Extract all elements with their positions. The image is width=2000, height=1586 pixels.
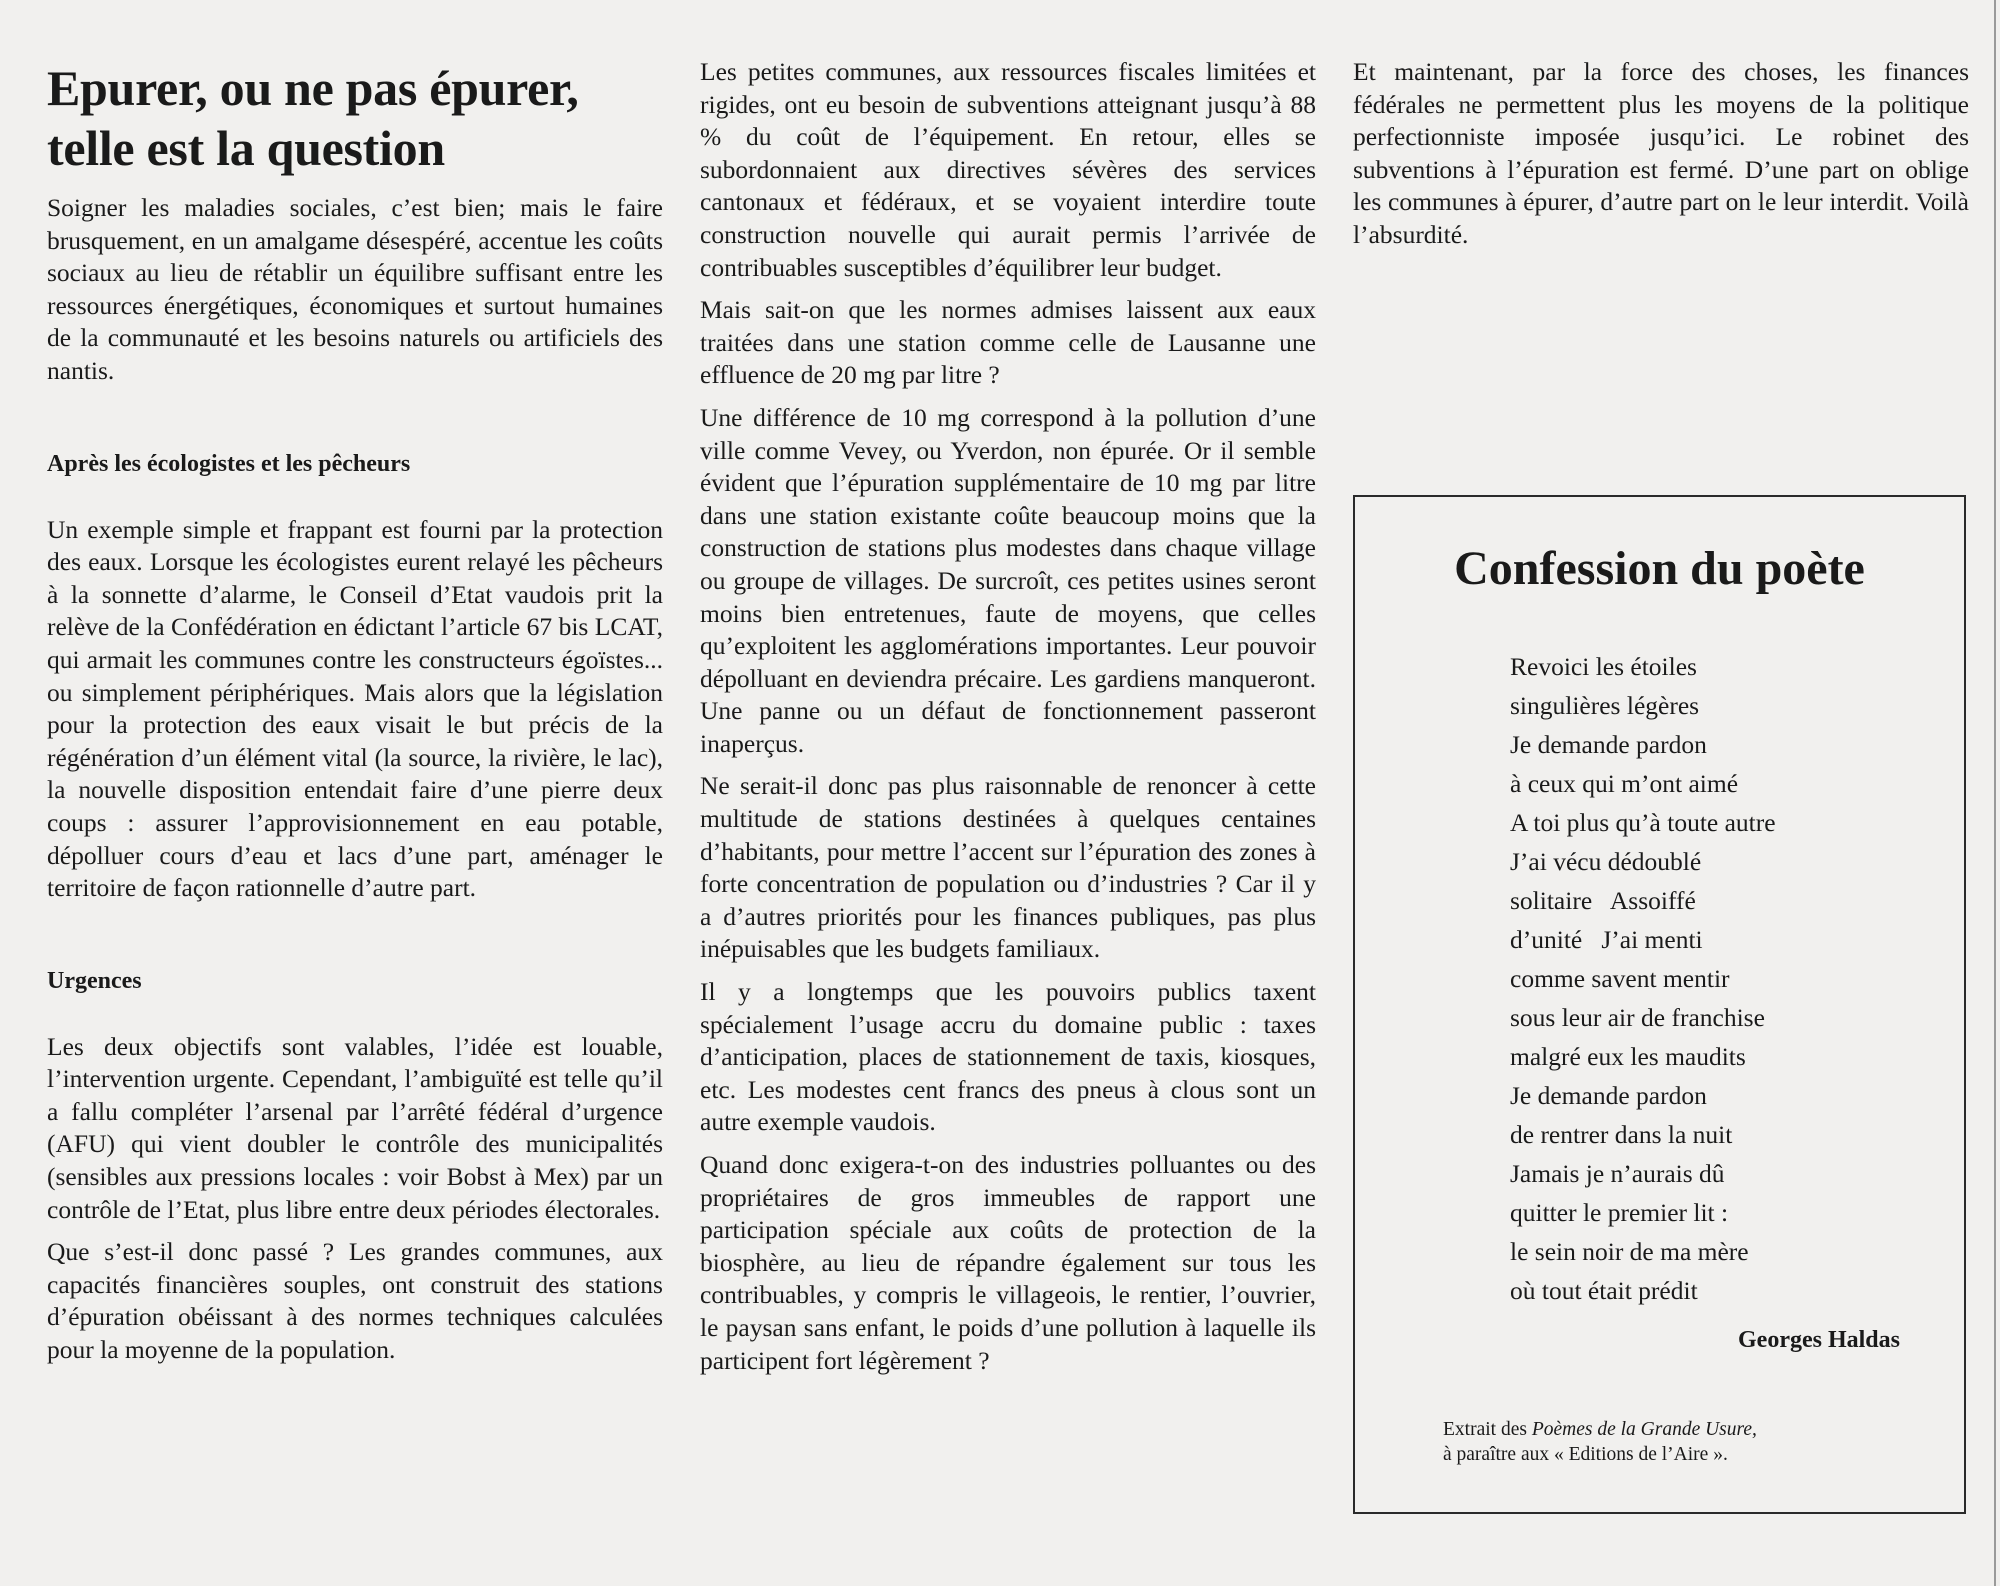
paragraph-difference: Une différence de 10 mg correspond à la pollution d’une ville comme Vevey, ou Yverdon, non épurée. Or il semble évident que l’épuration supplémentaire de 10 mg par litre dans une station existante coûte beaucoup moins que la construction de stations plus modestes dans chaque village ou groupe de villages. De surcroît, ces petites usines seront moins bien entretenues, faute de moyens, que celles qu’exploitent les agglomérations importantes. Leur pouvoir dépolluant en deviendra précaire. Les gardiens manqueront. Une panne ou un défaut de fonctionnement passeront inaperçus. bbox=[700, 402, 1316, 758]
paragraph-pouvoirs-publics: Il y a longtemps que les pouvoirs publics taxent spécialement l’usage accru du domaine public : taxes d’anticipation, places de stationnement de taxis, kiosques, etc. Les modestes cent francs des pneus à clous sont un autre exemple vaudois. bbox=[700, 977, 1316, 1137]
poem-author: Georges Haldas bbox=[1738, 1327, 1900, 1353]
paragraph-maintenant: Et maintenant, par la force des choses, les finances fédérales ne permettent plus les moyens de la politique perfectionniste imposée jusqu’ici. Le robinet des subventions à l’épuration est fermé. D’une part on oblige les communes à épurer, d’autre part on le leur interdit. Voilà l’absurdité. bbox=[1353, 57, 1969, 249]
article-title-line-2: telle est la question bbox=[47, 120, 445, 176]
poem-line: de rentrer dans la nuit bbox=[1510, 1120, 1733, 1149]
poem-line: quitter le premier lit : bbox=[1510, 1198, 1729, 1227]
poem-line: solitaire Assoiffé bbox=[1510, 886, 1696, 915]
credit-book-title: Poèmes de la Grande Usure, bbox=[1531, 1419, 1757, 1440]
poem-line: Revoici les étoiles bbox=[1510, 652, 1697, 681]
poem-line: le sein noir de ma mère bbox=[1510, 1237, 1749, 1266]
poem-line: A toi plus qu’à toute autre bbox=[1510, 808, 1776, 837]
poem-line: sous leur air de franchise bbox=[1510, 1003, 1765, 1032]
section-heading-ecologistes: Après les écologistes et les pêcheurs bbox=[47, 450, 411, 477]
paragraph-industries: Quand donc exigera-t-on des industries polluantes ou des propriétaires de gros immeubles de rapport une participation spéciale aux coûts de protection de la biosphère, au lieu de répandre également sur tous les contribuables, y compris le villageois, le rentier, l’ouvrier, le paysan sans enfant, le poids d’une pollution à laquelle ils participent fort légèrement ? bbox=[700, 1150, 1316, 1375]
column-3 bbox=[1353, 56, 1969, 262]
paragraph-normes: Mais sait-on que les normes admises laissent aux eaux traitées dans une station comme celle de Lausanne une effluence de 20 mg par litre ? bbox=[700, 295, 1316, 390]
column-1 bbox=[47, 56, 663, 1377]
poem-line: où tout était prédit bbox=[1510, 1276, 1698, 1305]
paragraph-grandes-communes: Que s’est-il donc passé ? Les grandes communes, aux capacités financières souples, ont construit des stations d’épuration obéissant à des normes techniques calculées pour la moyenne de la population. bbox=[47, 1237, 663, 1365]
poem-line: J’ai vécu dédoublé bbox=[1510, 847, 1702, 876]
article-title-line-1: Epurer, ou ne pas épurer, bbox=[47, 60, 579, 116]
poem-box bbox=[1353, 495, 1966, 1514]
section-heading-urgences: Urgences bbox=[47, 967, 142, 994]
credit-prefix: Extrait des bbox=[1443, 1419, 1532, 1440]
paragraph-protection-eaux: Un exemple simple et frappant est fourni par la protection des eaux. Lorsque les écologistes eurent relayé les pêcheurs à la sonnette d’alarme, le Conseil d’Etat vaudois prit la relève de la Confédération en édictant l’article 67 bis LCAT, qui armait les communes contre les constructeurs égoïstes... ou simplement périphériques. Mais alors que la législation pour la protection des eaux visait le but précis de la régénération d’un élément vital (la source, la rivière, le lac), la nouvelle disposition entendait faire d’une pierre deux coups : assurer l’approvisionnement en eau potable, dépolluer cours d’eau et lacs d’une part, aménager le territoire de façon rationnelle d’autre part. bbox=[47, 514, 663, 903]
poem-lines bbox=[1510, 647, 1776, 1310]
poem-credit bbox=[1443, 1417, 1757, 1467]
credit-publisher: à paraître aux « Editions de l’Aire ». bbox=[1443, 1444, 1728, 1465]
article-title bbox=[47, 58, 663, 178]
poem-line: Je demande pardon bbox=[1510, 1081, 1707, 1110]
poem-line: d’unité J’ai menti bbox=[1510, 925, 1703, 954]
article-intro: Soigner les maladies sociales, c’est bien; mais le faire brusquement, en un amalgame désespéré, accentue les coûts sociaux au lieu de rétablir un équilibre suffisant entre les ressources énergétiques, économiques et surtout humaines de la communauté et les besoins naturels ou artificiels des nantis. bbox=[47, 193, 663, 385]
page-edge-rule bbox=[1994, 0, 1996, 1586]
column-2 bbox=[700, 56, 1316, 1387]
poem-line: malgré eux les maudits bbox=[1510, 1042, 1746, 1071]
poem-line: comme savent mentir bbox=[1510, 964, 1730, 993]
paragraph-objectifs: Les deux objectifs sont valables, l’idée est louable, l’intervention urgente. Cependant, l’ambiguïté est telle qu’il a fallu compléter l’arsenal par l’arrêté fédéral d’urgence (AFU) qui vient doubler le contrôle des municipalités (sensibles aux pressions locales : voir Bobst à Mex) par un contrôle de l’Etat, plus libre entre deux périodes électorales. bbox=[47, 1031, 663, 1224]
poem-title: Confession du poète bbox=[1454, 542, 1865, 595]
poem-line: Je demande pardon bbox=[1510, 730, 1707, 759]
poem-line: à ceux qui m’ont aimé bbox=[1510, 769, 1739, 798]
paragraph-petites-communes: Les petites communes, aux ressources fiscales limitées et rigides, ont eu besoin de subventions atteignant jusqu’à 88 % du coût de l’équipement. En retour, elles se subordonnaient aux directives sévères des services cantonaux et fédéraux, et se voyaient interdire toute construction nouvelle qui aurait permis l’arrivée de contribuables susceptibles d’équilibrer leur budget. bbox=[700, 57, 1316, 282]
poem-line: Jamais je n’aurais dû bbox=[1510, 1159, 1725, 1188]
paragraph-raisonnable: Ne serait-il donc pas plus raisonnable de renoncer à cette multitude de stations destinées à quelques centaines d’habitants, pour mettre l’accent sur l’épuration des zones à forte concentration de population ou d’industries ? Car il y a d’autres priorités pour les finances publiques, pas plus inépuisables que les budgets familiaux. bbox=[700, 771, 1316, 964]
poem-line: singulières légères bbox=[1510, 691, 1700, 720]
